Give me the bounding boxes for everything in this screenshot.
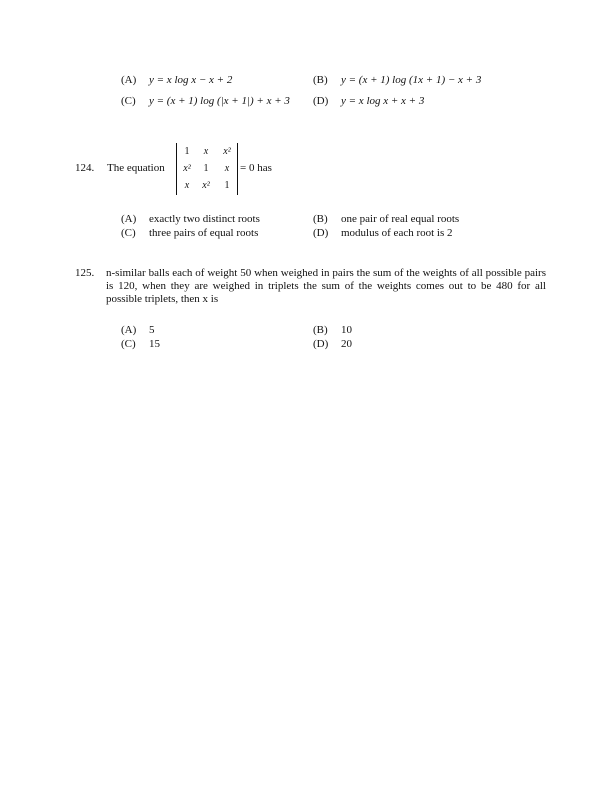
option-letter: (B) xyxy=(313,324,328,336)
matrix-cell: 1 xyxy=(224,180,230,191)
option-letter: (C) xyxy=(121,227,136,239)
option-b-125 xyxy=(313,324,352,337)
option-letter: (C) xyxy=(121,95,136,107)
option-c-124 xyxy=(121,227,258,240)
question-number-124: 124. xyxy=(75,162,95,174)
option-text: y = x log x − x + 2 xyxy=(149,74,233,86)
determinant xyxy=(176,143,238,195)
option-letter: (A) xyxy=(121,74,137,86)
option-c-125 xyxy=(121,338,160,351)
option-text: 10 xyxy=(341,324,352,336)
option-letter: (B) xyxy=(313,74,328,86)
option-d-124 xyxy=(313,227,453,240)
question-suffix-124: = 0 has xyxy=(240,162,272,174)
option-d-prev xyxy=(313,95,424,108)
matrix-cell: 1 xyxy=(184,146,190,157)
matrix-cell: x² xyxy=(223,146,231,157)
option-c-prev xyxy=(121,95,290,108)
option-text: modulus of each root is 2 xyxy=(341,227,453,239)
option-letter: (B) xyxy=(313,213,328,225)
option-a-125 xyxy=(121,324,155,337)
option-letter: (D) xyxy=(313,338,329,350)
option-text: one pair of real equal roots xyxy=(341,213,460,225)
option-text: 5 xyxy=(149,324,155,336)
option-letter: (A) xyxy=(121,324,137,336)
matrix-cell: x² xyxy=(183,163,191,174)
option-text: three pairs of equal roots xyxy=(149,227,259,239)
question-text-125: n-similar balls each of weight 50 when weighed in pairs the sum of the weights of all possible pairs is 120, when they are weighed in triplets the sum of the weights comes out to be 480 for all possible triplets, then x is xyxy=(106,267,546,305)
option-letter: (D) xyxy=(313,227,329,239)
matrix-cell: x xyxy=(224,163,230,174)
option-text: 15 xyxy=(149,338,160,350)
option-text: exactly two distinct roots xyxy=(149,213,260,225)
matrix-cell: 1 xyxy=(203,163,209,174)
question-number-125: 125. xyxy=(75,267,95,279)
matrix-cell: x² xyxy=(202,180,210,191)
option-b-124 xyxy=(313,213,459,226)
option-text: y = (x + 1) log (|x + 1|) + x + 3 xyxy=(149,95,290,107)
matrix-cell: x xyxy=(184,180,190,191)
option-text: y = (x + 1) log (1x + 1) − x + 3 xyxy=(341,74,482,86)
option-letter: (A) xyxy=(121,213,137,225)
option-b-prev xyxy=(313,74,481,87)
option-letter: (C) xyxy=(121,338,136,350)
option-a-prev xyxy=(121,74,232,87)
option-text: 20 xyxy=(341,338,352,350)
option-letter: (D) xyxy=(313,95,329,107)
option-a-124 xyxy=(121,213,260,226)
option-text: y = x log x + x + 3 xyxy=(341,95,425,107)
question-prefix-124: The equation xyxy=(107,162,165,174)
option-d-125 xyxy=(313,338,352,351)
matrix-cell: x xyxy=(203,146,209,157)
